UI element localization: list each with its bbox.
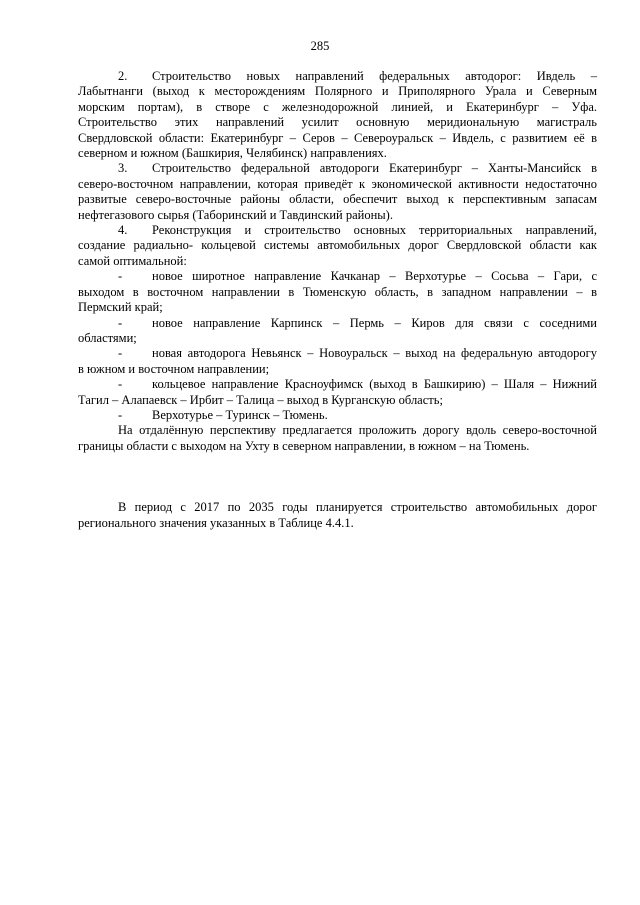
bullet-dash: - [118, 269, 123, 284]
text-line: северном и южном (Башкирия, Челябинск) направлениях. [78, 146, 387, 161]
text-line: Строительство федеральной автодороги Екатеринбург – Ханты-Мансийск в [152, 161, 597, 176]
text-line: Строительство новых направлений федеральных автодорог: Ивдель – [152, 69, 597, 83]
text-line: новое широтное направление Качканар – Верхотурье – Сосьва – Гари, с [152, 269, 597, 284]
text-line: В период с 2017 по 2035 годы планируется строительство автомобильных дорог [118, 500, 597, 515]
text-line: новая автодорога Невьянск – Новоуральск – выход на федеральную автодорогу [152, 346, 597, 361]
item-number: 2. [118, 69, 128, 83]
text-line: развитые северо-восточные районы области, обеспечит выход к перспективным запасам [78, 192, 597, 207]
bullet-item-3 [78, 346, 597, 377]
bullet-dash: - [118, 346, 123, 361]
document-body [78, 69, 597, 531]
item-number: 4. [118, 223, 128, 238]
text-line: Тагил – Алапаевск – Ирбит – Талица – выход в Курганскую область; [78, 392, 443, 407]
item-number: 3. [118, 161, 128, 176]
text-line: морским портам), в створе с железнодорожной линией, и Екатеринбург – Уфа. [78, 99, 597, 114]
text-line: самой оптимальной: [78, 253, 187, 268]
page-number: 285 [310, 39, 330, 53]
text-line: выходом в восточном направлении в Тюменскую область, в западном направлении – в [78, 284, 597, 299]
bullet-dash: - [118, 407, 123, 422]
paragraph-perspective [78, 423, 597, 454]
text-line: в южном и восточном направлении; [78, 361, 270, 376]
text-line: границы области с выходом на Ухту в северном направлении, в южном – на Тюмень. [78, 438, 530, 453]
text-line: создание радиально- кольцевой системы автомобильных дорог Свердловской области как [78, 238, 597, 253]
text-line: Строительство этих направлений усилит основную меридиональную магистраль [78, 115, 597, 130]
list-item-4 [78, 223, 597, 269]
bullet-item-4 [78, 377, 597, 408]
text-line: кольцевое направление Красноуфимск (выход в Башкирию) – Шаля – Нижний [152, 377, 597, 392]
list-item-3 [78, 161, 597, 223]
text-line: На отдалённую перспективу предлагается проложить дорогу вдоль северо-восточной [118, 423, 597, 438]
text-line: северо-восточном направлении, которая приведёт к экономической активности недостаточно [78, 176, 597, 191]
bullet-item-5 [78, 408, 597, 423]
text-line: Пермский край; [78, 300, 163, 315]
text-line: новое направление Карпинск – Пермь – Киров для связи с соседними [152, 315, 597, 330]
text-line: Лабытнанги (выход к месторождениям Полярного и Приполярного Урала и Северным [78, 84, 597, 99]
text-line: Свердловской области: Екатеринбург – Серов – Североуральск – Ивдель, с развитием её в [78, 130, 597, 145]
bullet-dash: - [118, 315, 123, 330]
text-line: Реконструкция и строительство основных территориальных направлений, [152, 223, 597, 238]
text-line: областями; [78, 330, 137, 345]
text-line: Верхотурье – Туринск – Тюмень. [152, 407, 328, 422]
bullet-dash: - [118, 377, 123, 392]
paragraph-period [78, 500, 597, 531]
text-line: нефтегазового сырья (Таборинский и Тавдинский районы). [78, 207, 393, 222]
bullet-item-2 [78, 316, 597, 347]
text-line: регионального значения указанных в Таблице 4.4.1. [78, 515, 354, 530]
bullet-item-1 [78, 269, 597, 315]
list-item-2 [78, 69, 597, 161]
